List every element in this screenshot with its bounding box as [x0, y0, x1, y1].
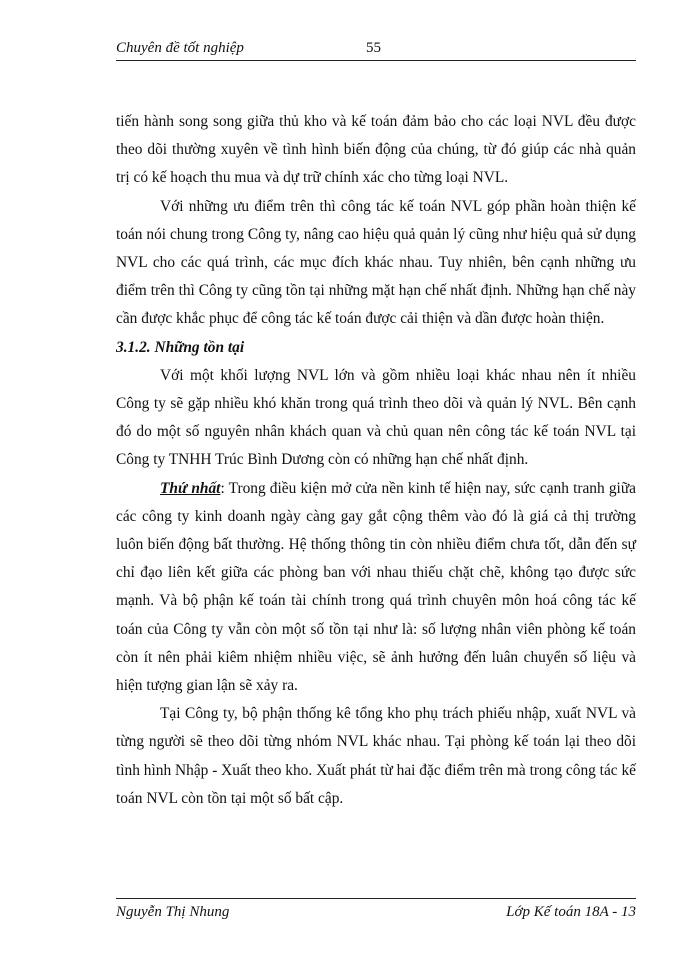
- author-name: Nguyễn Thị Nhung: [116, 904, 230, 920]
- paragraph-3: Với một khối lượng NVL lớn và gồm nhiều loại khác nhau nên ít nhiều Công ty sẽ gặp nhiều khó khăn trong quá trình theo dõi và quản lý NVL. Bên cạnh đó do một số nguyên nhân khách quan và chủ quan nên công tác kế toán NVL tại Công ty TNHH Trúc Bình Dương còn có những hạn chế nhất định.: [116, 366, 636, 469]
- document-title: Chuyên đề tốt nghiệp: [116, 40, 244, 56]
- paragraph-5: Tại Công ty, bộ phận thống kê tổng kho phụ trách phiếu nhập, xuất NVL và từng người sẽ theo dõi từng nhóm NVL khác nhau. Tại phòng kế toán lại theo dõi tình hình Nhập - Xuất theo kho. Xuất phát từ hai đặc điểm trên mà trong công tác kế toán NVL còn tồn tại một số bất cập.: [116, 705, 636, 807]
- page-footer: [116, 898, 636, 923]
- section-heading: 3.1.2. Những tồn tại: [116, 338, 245, 356]
- paragraph-4-label: Thứ nhất: [160, 479, 221, 497]
- class-name: Lớp Kế toán 18A - 13: [506, 904, 636, 920]
- page-header: [116, 38, 636, 61]
- paragraph-1: tiến hành song song giữa thủ kho và kế toán đảm bảo cho các loại NVL đều được theo dõi thường xuyên về tình hình biến động của chúng, từ đó giúp các nhà quản trị có kế hoạch thu mua và dự trữ chính xác cho từng loại NVL.: [116, 113, 636, 187]
- page-number: 55: [366, 40, 381, 56]
- document-body: [116, 108, 636, 813]
- paragraph-2: Với những ưu điểm trên thì công tác kế toán NVL góp phần hoàn thiện kế toán nói chung trong Công ty, nâng cao hiệu quả quản lý cũng như hiệu quả sử dụng NVL cho các quá trình, các mục đích khác nhau. Tuy nhiên, bên cạnh những ưu điểm trên thì Công ty cũng tồn tại những mặt hạn chế nhất định. Những hạn chế này cần được khắc phục để công tác kế toán được cải thiện và dần được hoàn thiện.: [116, 197, 636, 328]
- paragraph-4: [116, 475, 636, 701]
- paragraph-4-text: : Trong điều kiện mở cửa nền kinh tế hiện nay, sức cạnh tranh giữa các công ty kinh doanh ngày càng gay gắt cộng thêm vào đó là giá cả thị trường luôn biến động bất thường. Hệ thống thông tin còn nhiều điểm chưa tốt, dẫn đến sự chỉ đạo liên kết giữa các phòng ban với nhau thiếu chặt chẽ, không tạo được sức mạnh. Và bộ phận kế toán tài chính trong quá trình chuyên môn hoá công tác kế toán của Công ty vẫn còn một số tồn tại như là: số lượng nhân viên phòng kế toán còn ít nên phải kiêm nhiệm nhiều việc, sẽ ảnh hưởng đến luân chuyển số liệu và hiện tượng gian lận sẽ xảy ra.: [116, 479, 636, 695]
